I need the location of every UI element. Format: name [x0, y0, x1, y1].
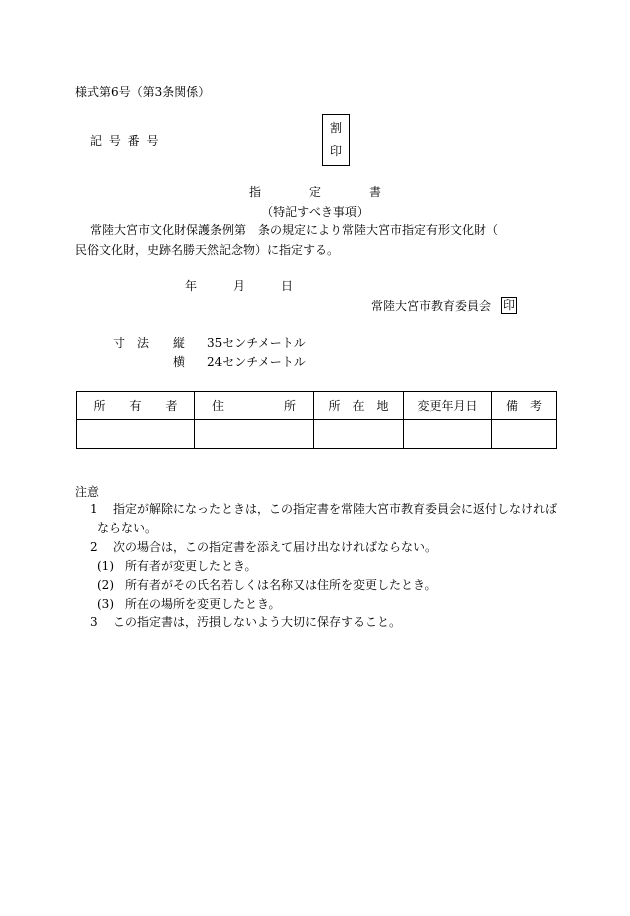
cell-address	[195, 420, 314, 449]
reference-number-label: 記 号 番 号	[90, 134, 159, 148]
note-1-text: 指定が解除になったときは，この指定書を常陸大宮市教育委員会に返付しなければ	[113, 502, 558, 516]
form-number: 様式第6号（第3条関係）	[75, 85, 211, 99]
dimension-axis-height: 縦	[173, 336, 186, 350]
table-row	[77, 420, 557, 449]
tally-seal-box	[322, 114, 350, 166]
dimension-value-height: 35センチメートル	[207, 336, 306, 350]
issuer-seal: 印	[502, 298, 515, 312]
note-2-text: 次の場合は，この指定書を添えて届け出なければならない。	[113, 540, 438, 554]
header-owner: 所 有 者	[77, 392, 195, 420]
notes-heading: 注意	[75, 485, 100, 499]
note-2-sub-2-text: 所有者がその氏名若しくは名称又は住所を変更したとき。	[125, 578, 437, 592]
note-2-sub-1-text: 所有者が変更したとき。	[125, 559, 257, 573]
body-line-2: 民俗文化財，史跡名勝天然記念物）に指定する。	[75, 243, 340, 257]
note-2-sub-1-number: (1)	[97, 559, 114, 573]
body-line-1: 常陸大宮市文化財保護条例第 条の規定により常陸大宮市指定有形文化財（	[90, 223, 499, 237]
note-3-text: この指定書は，汚損しないよう大切に保存すること。	[113, 615, 402, 629]
note-1-number: 1	[90, 502, 98, 516]
note-1-text-continued: ならない。	[97, 521, 158, 535]
tally-seal-char-2: 印	[329, 144, 342, 158]
cell-remarks	[492, 420, 557, 449]
issuer-name: 常陸大宮市教育委員会	[371, 299, 492, 313]
table-header-row	[77, 392, 557, 420]
ownership-table	[76, 391, 557, 449]
header-change-date: 変更年月日	[404, 392, 492, 420]
cell-location	[314, 420, 404, 449]
dimension-value-width: 24センチメートル	[207, 355, 306, 369]
date-line: 年 月 日	[185, 279, 294, 293]
note-2-sub-3-text: 所在の場所を変更したとき。	[125, 597, 281, 611]
note-2-sub-2-number: (2)	[97, 578, 114, 592]
header-remarks: 備 考	[492, 392, 557, 420]
dimension-axis-width: 横	[173, 355, 186, 369]
cell-owner	[77, 420, 195, 449]
header-address: 住 所	[195, 392, 314, 420]
cell-change-date	[404, 420, 492, 449]
note-2-number: 2	[90, 540, 98, 554]
dimensions-label: 寸 法	[113, 336, 150, 350]
document-title: 指 定 書	[248, 185, 381, 199]
header-location: 所 在 地	[314, 392, 404, 420]
note-3-number: 3	[90, 615, 98, 629]
tally-seal-char-1: 割	[329, 121, 342, 135]
note-2-sub-3-number: (3)	[97, 597, 114, 611]
document-subtitle: （特記すべき事項）	[261, 205, 369, 219]
